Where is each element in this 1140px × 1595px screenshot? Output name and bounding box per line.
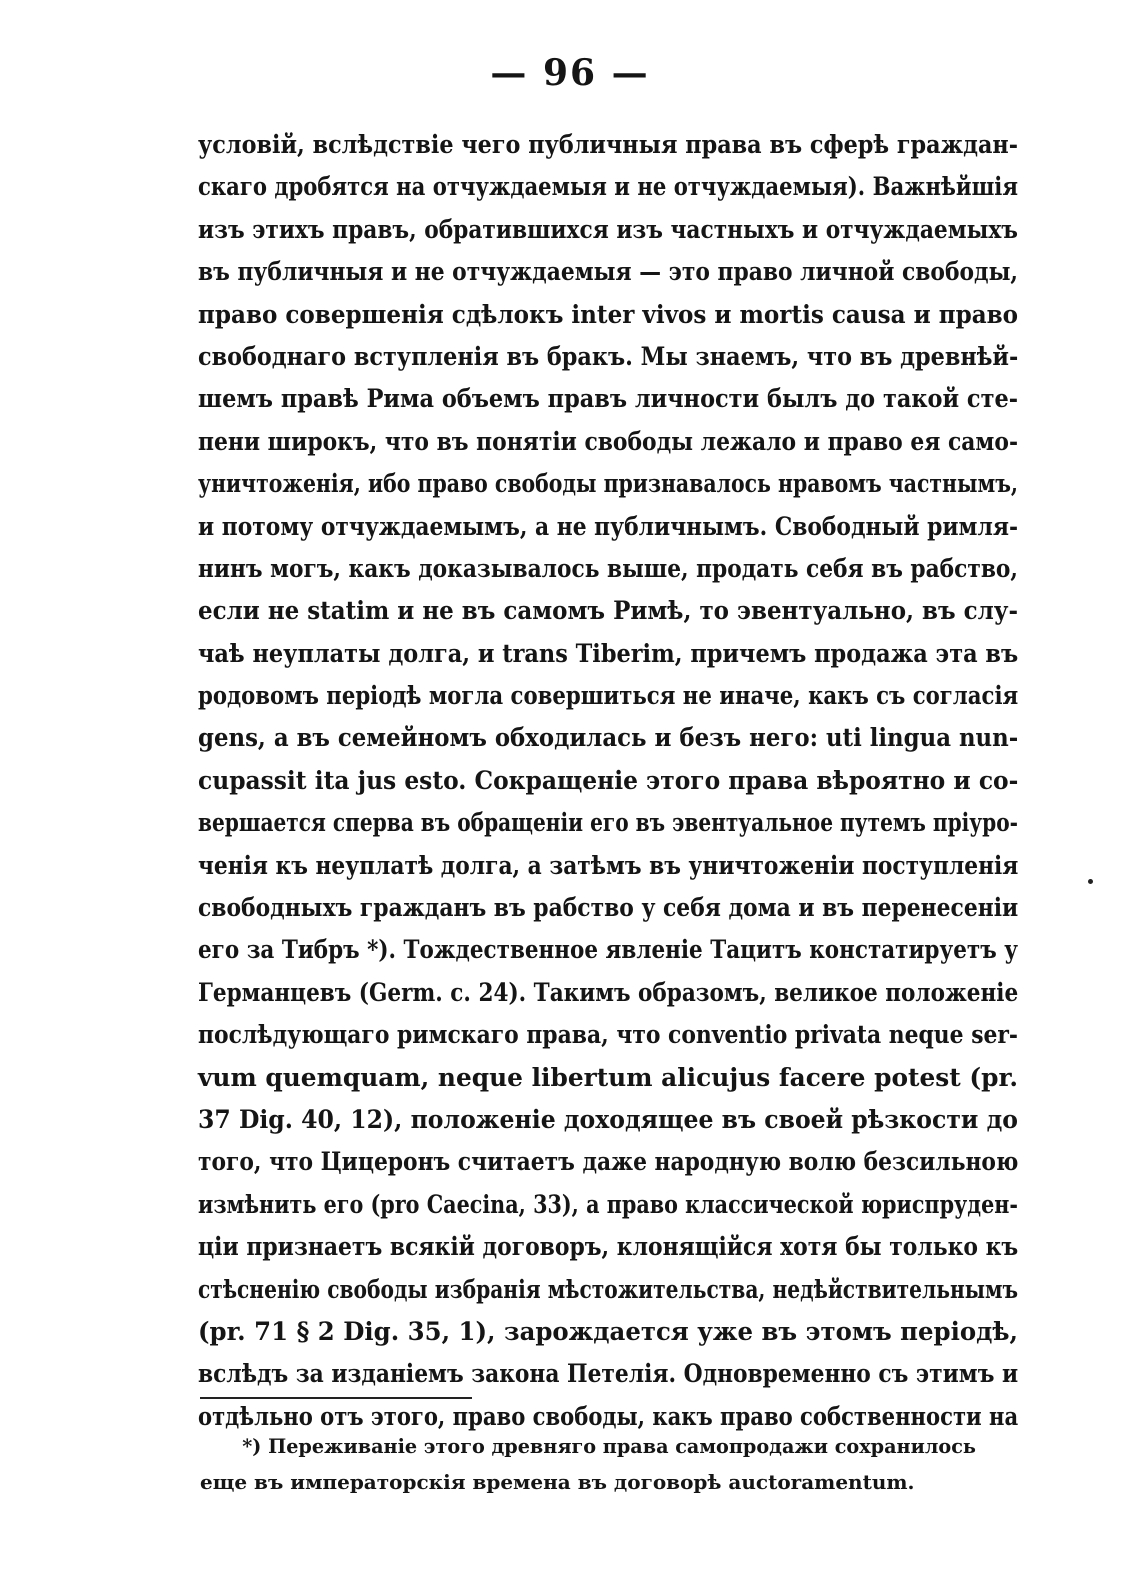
text-line: ченія къ неуплатѣ долга, а затѣмъ въ уничтоженіи поступленія <box>198 850 1019 880</box>
text-line: его за Тибръ *). Тождественное явленіе Тацитъ констатируетъ у <box>198 935 1018 965</box>
text-line: стѣсненію свободы избранія мѣстожительства, недѣйствительнымъ <box>198 1274 1019 1304</box>
text-line: свободнаго вступленія въ бракъ. Мы знаемъ, что въ древнѣй- <box>198 341 1019 371</box>
footnote <box>200 1428 1020 1500</box>
text-line: и потому отчуждаемымъ, а не публичнымъ. Свободный римля- <box>198 511 1019 541</box>
text-line: послѣдующаго римскаго права, что conventio privata neque ser- <box>198 1020 1018 1050</box>
text-line: отдѣльно отъ этого, право свободы, какъ право собственности на <box>198 1401 1019 1431</box>
text-line: чаѣ неуплаты долга, и trans Tiberim, причемъ продажа эта въ <box>198 638 1019 668</box>
text-line: vum quemquam, neque libertum alicujus facere potest (pr. <box>198 1062 1018 1092</box>
text-line: скаго дробятся на отчуждаемыя и не отчуждаемыя). Важнѣйшія <box>198 172 1018 202</box>
text-line: вслѣдъ за изданіемъ закона Петелія. Одновременно съ этимъ и <box>198 1359 1019 1389</box>
text-line: шемъ правѣ Рима объемъ правъ личности былъ до такой сте- <box>198 384 1019 414</box>
page-number: — 96 — <box>490 52 650 94</box>
text-line: Германцевъ (Germ. c. 24). Такимъ образомъ, великое положеніе <box>198 977 1019 1007</box>
text-line: того, что Цицеронъ считаетъ даже народную волю безсильною <box>198 1147 1019 1177</box>
text-line: условій, вслѣдствіе чего публичныя права въ сферѣ граждан- <box>198 130 1019 159</box>
footnote-line: *) Переживаніе этого древняго права самопродажи сохранилось <box>242 1434 976 1458</box>
text-line: право совершенія сдѣлокъ inter vivos и mortis causa и право <box>198 299 1019 329</box>
text-line: измѣнить его (pro Caecina, 33), а право классической юриспруден- <box>198 1189 1018 1219</box>
text-line: gens, а въ семейномъ обходилась и безъ него: uti lingua nun- <box>198 723 1019 753</box>
footnote-separator <box>200 1397 472 1399</box>
footnote-line: еще въ императорскія времена въ договорѣ auctoramentum. <box>200 1470 915 1494</box>
margin-mark <box>1088 879 1093 884</box>
text-line: 37 Dig. 40, 12), положеніе доходящее въ своей рѣзкости до <box>198 1104 1018 1134</box>
text-line: ціи признаетъ всякій договоръ, клонящійся хотя бы только къ <box>198 1232 1019 1262</box>
text-line: если не statim и не въ самомъ Римѣ, то эвентуально, въ слу- <box>198 596 1019 626</box>
text-line: уничтоженія, ибо право свободы признавалось нравомъ частнымъ, <box>198 469 1018 499</box>
text-line: cupassit ita jus esto. Сокращеніе этого права вѣроятно и со- <box>198 765 1019 795</box>
text-line: въ публичныя и не отчуждаемыя — это право личной свободы, <box>198 257 1019 287</box>
text-line: изъ этихъ правъ, обратившихся изъ частныхъ и отчуждаемыхъ <box>198 214 1018 244</box>
body-text <box>198 124 1018 1438</box>
text-line: родовомъ періодѣ могла совершиться не иначе, какъ съ согласія <box>198 681 1019 711</box>
text-line: нинъ могъ, какъ доказывалось выше, продать себя въ рабство, <box>198 553 1018 583</box>
text-line: вершается сперва въ обращеніи его въ эвентуальное путемъ пріуро- <box>198 808 1018 838</box>
text-line: свободныхъ гражданъ въ рабство у себя дома и въ перенесеніи <box>198 893 1019 923</box>
text-line: (pr. 71 § 2 Dig. 35, 1), зарождается уже въ этомъ періодѣ, <box>198 1316 1018 1346</box>
text-line: пени широкъ, что въ понятіи свободы лежало и право ея само- <box>198 426 1019 456</box>
